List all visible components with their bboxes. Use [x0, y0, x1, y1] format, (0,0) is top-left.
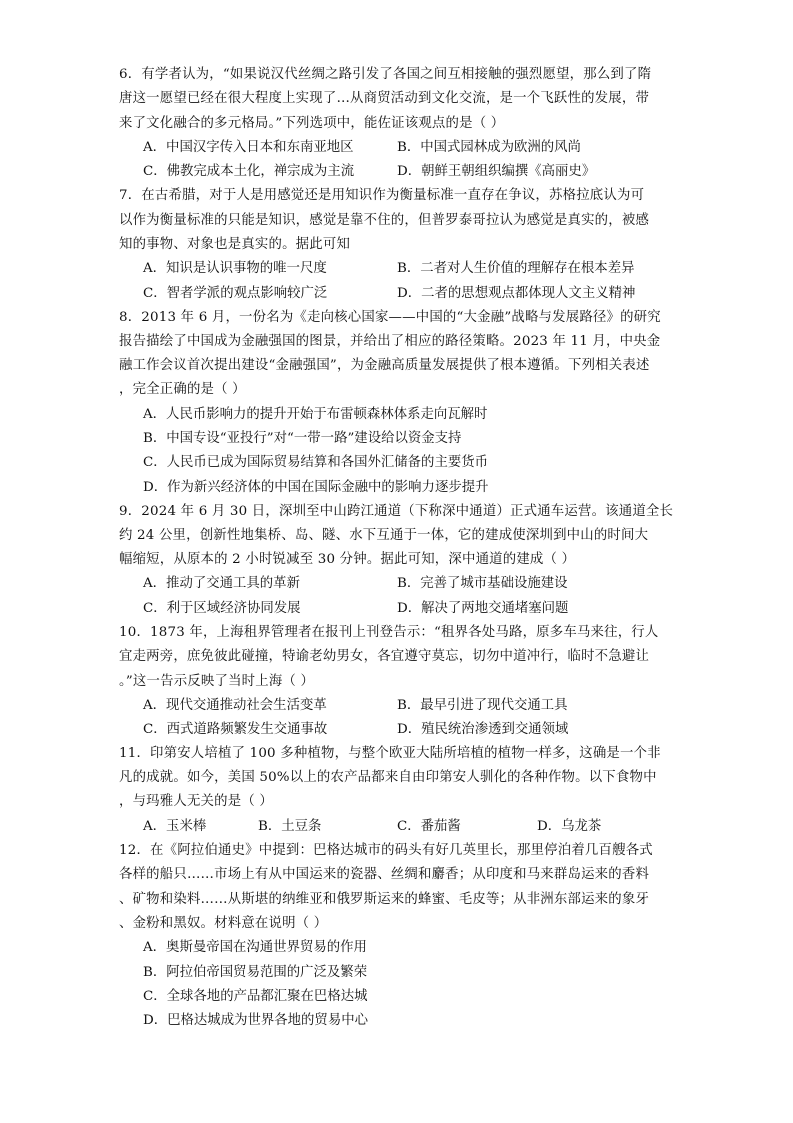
- q12-line-4: 、金粉和黑奴。材料意在说明（ ）: [119, 916, 328, 931]
- q10-option-d[interactable]: D．殖民统治渗透到交通领域: [397, 722, 569, 737]
- q6-line-2: 唐这一愿望已经在很大程度上实现了…从商贸活动到文化交流，是一个飞跃性的发展，带: [119, 91, 650, 106]
- q11-option-c[interactable]: C．番茄酱: [397, 819, 461, 834]
- q8-option-b[interactable]: B．中国专设“亚投行”对“一带一路”建设给以资金支持: [143, 431, 462, 446]
- q11-line-2: 凡的成就。如今，美国 50%以上的农产品都来自由印第安人驯化的各种作物。以下食物中: [119, 770, 657, 785]
- q7-option-d[interactable]: D．二者的思想观点都体现人文主义精神: [397, 286, 636, 301]
- q7-line-3: 知的事物、对象也是真实的。据此可知: [119, 237, 351, 252]
- q8-option-a[interactable]: A．人民币影响力的提升开始于布雷顿森林体系走向瓦解时: [143, 407, 488, 422]
- q11-option-d[interactable]: D．乌龙茶: [537, 819, 602, 834]
- q10-line-3: 。”这一告示反映了当时上海（ ）: [119, 674, 315, 689]
- q6-option-b[interactable]: B．中国式园林成为欧洲的风尚: [397, 140, 581, 155]
- q11-option-a[interactable]: A．玉米棒: [143, 819, 207, 834]
- q7-option-b[interactable]: B．二者对人生价值的理解存在根本差异: [397, 261, 635, 276]
- q12-option-b[interactable]: B．阿拉伯帝国贸易范围的广泛及繁荣: [143, 965, 368, 980]
- q9-line-1: 9．2024 年 6 月 30 日，深圳至中山跨江通道（下称深中通道）正式通车运营。该通道全长: [119, 504, 674, 519]
- q8-line-3: 融工作会议首次提出建设“金融强国”，为金融高质量发展提供了根本遵循。下列相关表述: [119, 358, 650, 373]
- q12-line-2: 各样的船只……市场上有从中国运来的瓷器、丝绸和麝香；从印度和马来群岛运来的香料: [119, 867, 650, 882]
- q12-option-c[interactable]: C．全球各地的产品都汇聚在巴格达城: [143, 989, 368, 1004]
- q9-line-2: 约 24 公里，创新性地集桥、岛、隧、水下互通于一体，它的建成使深圳到中山的时间大: [119, 528, 649, 543]
- q10-option-a[interactable]: A．现代交通推动社会生活变革: [143, 698, 327, 713]
- q6-line-3: 来了文化融合的多元格局。”下列选项中，能佐证该观点的是（ ）: [119, 116, 505, 131]
- q10-line-2: 宜走两旁，庶免彼此碰撞，特谕老幼男女，各宜遵守莫忘，切勿中道冲行，临时不急避让: [119, 649, 650, 664]
- q7-line-1: 7．在古希腊，对于人是用感觉还是用知识作为衡量标准一直存在争议，苏格拉底认为可: [119, 188, 645, 203]
- q8-line-2: 报告描绘了中国成为金融强国的图景，并给出了相应的路径策略。2023 年 11 月，中央金: [119, 334, 661, 349]
- q12-line-3: 、矿物和染料……从斯堪的纳维亚和俄罗斯运来的蜂蜜、毛皮等；从非洲东部运来的象牙: [119, 892, 650, 907]
- q12-line-1: 12．在《阿拉伯通史》中提到：巴格达城市的码头有好几英里长，那里停泊着几百艘各式: [119, 843, 653, 858]
- q6-line-1: 6．有学者认为，“如果说汉代丝绸之路引发了各国之间互相接触的强烈愿望，那么到了隋: [119, 67, 652, 82]
- q7-line-2: 以作为衡量标准的只能是知识，感觉是靠不住的，但普罗泰哥拉认为感觉是真实的，被感: [119, 213, 650, 228]
- q8-option-d[interactable]: D．作为新兴经济体的中国在国际金融中的影响力逐步提升: [143, 480, 489, 495]
- q9-option-a[interactable]: A．推动了交通工具的革新: [143, 576, 300, 591]
- q9-option-d[interactable]: D．解决了两地交通堵塞问题: [397, 601, 569, 616]
- q6-option-c[interactable]: C．佛教完成本土化，禅宗成为主流: [143, 164, 355, 179]
- q11-line-1: 11．印第安人培植了 100 多种植物，与整个欧亚大陆所培植的植物一样多，这确是一个非: [119, 746, 661, 761]
- q11-option-b[interactable]: B．土豆条: [258, 819, 322, 834]
- q10-option-c[interactable]: C．西式道路频繁发生交通事故: [143, 722, 328, 737]
- q9-option-c[interactable]: C．利于区域经济协同发展: [143, 601, 301, 616]
- q10-option-b[interactable]: B．最早引进了现代交通工具: [397, 698, 568, 713]
- q7-option-c[interactable]: C．智者学派的观点影响较广泛: [143, 286, 328, 301]
- q8-option-c[interactable]: C．人民币已成为国际贸易结算和各国外汇储备的主要货币: [143, 455, 489, 470]
- q9-line-3: 幅缩短，从原本的 2 小时锐减至 30 分钟。据此可知，深中通道的建成（ ）: [119, 552, 576, 567]
- q12-option-d[interactable]: D．巴格达城成为世界各地的贸易中心: [143, 1013, 368, 1028]
- q9-option-b[interactable]: B．完善了城市基础设施建设: [397, 576, 568, 591]
- q8-line-4: ，完全正确的是（ ）: [119, 382, 246, 397]
- q12-option-a[interactable]: A．奥斯曼帝国在沟通世界贸易的作用: [143, 940, 367, 955]
- q7-option-a[interactable]: A．知识是认识事物的唯一尺度: [143, 261, 327, 276]
- q6-option-d[interactable]: D．朝鲜王朝组织编撰《高丽史》: [397, 164, 596, 179]
- q11-line-3: ，与玛雅人无关的是（ ）: [119, 794, 273, 809]
- q10-line-1: 10．1873 年，上海租界管理者在报刊上刊登告示：“租界各处马路，原多车马来往，行人: [119, 625, 659, 640]
- q6-option-a[interactable]: A．中国汉字传入日本和东南亚地区: [143, 140, 354, 155]
- q8-line-1: 8．2013 年 6 月，一份名为《走向核心国家——中国的“大金融”战略与发展路径》的研究: [119, 310, 661, 325]
